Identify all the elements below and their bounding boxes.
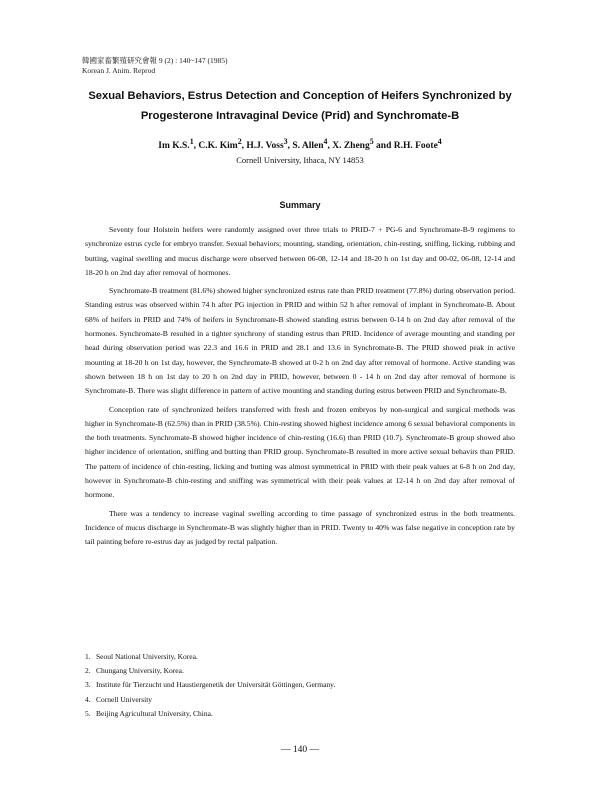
author-name: and R.H. Foote [373, 141, 438, 152]
paper-title-line-2: Progesterone Intravaginal Device (Prid) and Synchromate-B [140, 110, 460, 122]
footnote-number: 3. [85, 680, 91, 690]
author-list [0, 137, 600, 151]
author-affiliation-marker: 3 [283, 137, 288, 146]
author-1 [158, 137, 194, 152]
summary-heading: Summary [279, 200, 321, 210]
footnote-number: 5. [85, 708, 91, 718]
summary-body [85, 223, 515, 554]
footnote-text: Cornell University [96, 694, 153, 704]
author-affiliation: Cornell University, Ithaca, NY 14853 [236, 155, 364, 165]
footnote [85, 707, 515, 721]
summary-paragraph-1: Seventy four Holstein heifers were randomly assigned over three trials to PRID-7 + PG-6 and Synchromate-B-9 regimens to synchronize estrus cycle for embryo transfer. Sexual behaviors; mounting, standing, orientation, chin-resting, sniffing, licking, rubbing and butting, vaginal swelling and mucus discharge were observed between 06-08, 12-14 and 18-20 h on 1st day and 00-02, 06-08, 12-14 and 18-20 h on 2nd day after removal of hormones. [85, 225, 515, 277]
author-affiliation-marker: 5 [369, 137, 374, 146]
author-2 [193, 137, 242, 152]
footnote [85, 693, 515, 707]
footnote [85, 664, 515, 678]
author-name: , H.J. Voss [241, 141, 284, 152]
author-name: Im K.S. [158, 141, 190, 152]
journal-citation-english: Korean J. Anim. Reprod [82, 66, 156, 75]
author-6 [373, 137, 442, 152]
footnote-text: Chungang University, Korea. [96, 666, 184, 676]
footnote-number: 2. [85, 666, 91, 676]
summary-paragraph-4: There was a tendency to increase vaginal swelling according to time passage of synchronized estrus in the both treatments. Incidence of mucus discharge in Synchromate-B was slightly higher than in PRID. Twenty to 40% was false negative in conception rate by tail painting before re-estrus day as judged by rectal palpation. [85, 508, 515, 547]
footnote-number: 4. [85, 694, 91, 704]
author-5 [327, 137, 374, 152]
footnote [85, 650, 515, 664]
footnote-text: Beijing Agricultural University, China. [96, 708, 213, 718]
journal-citation-korean: 韓國家畜繁殖研究會報 9 (2) : 140~147 (1985) [82, 56, 228, 65]
footnote [85, 678, 515, 692]
footnote-number: 1. [85, 652, 91, 661]
affiliation-footnotes [85, 650, 515, 721]
summary-paragraph-2: Synchromate-B treatment (81.6%) showed higher synchronized estrus rate than PRID treatment (77.8%) during observation period. Standing estrus was observed within 74 h after PG injection in PRID and within 52 h after removal of implant in Synchromate-B. About 68% of heifers in PRID and 74% of heifers in Synchromate-B showed standing estrus between 0-14 h on 2nd day after removal of the hormones. Synchromate-B resulted in a tighter synchrony of standing estrus than PRID. Incidence of average mounting and standing per head during observation period was 22.3 and 16.6 in PRID and 28.1 and 13.6 in Synchromate-B. The PRID showed peak in active mounting at 18-20 h on 1st day, however, the Synchromate-B showed at 0-2 h on 2nd day after removal of hormone. Active standing was shown between 18 h on 1st day to 20 h on 2nd day in PRID, however, between 0 - 14 h on 2nd day after removal of hormone is Synchromate-B. There was slight difference in pattern of active mounting and standing during estrus between PRID and Synchromate-B. [85, 286, 515, 396]
author-name: , C.K. Kim [193, 141, 238, 152]
footnote-text: Seoul National University, Korea. [96, 652, 198, 661]
page-number: — 140 — [281, 745, 319, 755]
author-name: , S. Allen [287, 141, 324, 152]
paper-title-line-1: Sexual Behaviors, Estrus Detection and Conception of Heifers Synchronized by [88, 90, 512, 102]
author-affiliation-marker: 1 [189, 137, 194, 146]
summary-paragraph-3: Conception rate of synchronized heifers transferred with fresh and frozen embryos by non-surgical and surgical methods was higher in Synchromate-B (62.5%) than in PRID (38.5%). Chin-resting showed highest incidence among 6 sexual behavioral components in the both treatments. Synchromate-B showed higher incidence of chin-resting (16.6) than PRID (10.7). Synchromate-B group showed also higher incidence of orientation, sniffing and butting than PRID group. Synchromate-B resulted in more active sexual behavirs than PRID. The pattern of incidence of chin-resting, licking and butting was almost symmetrical in PRID with their peak values at 6-8 h on 2nd day, however in Synchromate-B chin-resting and sniffing was symmetrical with their peak values at 12-14 h on 2nd day after removal of hormone. [85, 404, 515, 500]
journal-citation [82, 56, 228, 76]
author-4 [287, 137, 328, 152]
author-3 [241, 137, 288, 152]
author-affiliation-marker: 2 [237, 137, 242, 146]
author-name: , X. Zheng [327, 141, 370, 152]
author-affiliation-marker: 4 [323, 137, 328, 146]
author-affiliation-marker: 4 [437, 137, 442, 146]
footnote-text: Institute für Tierzucht und Haustiergenetik der Universität Göttingen, Germany. [96, 680, 336, 690]
paper-title [70, 86, 530, 126]
